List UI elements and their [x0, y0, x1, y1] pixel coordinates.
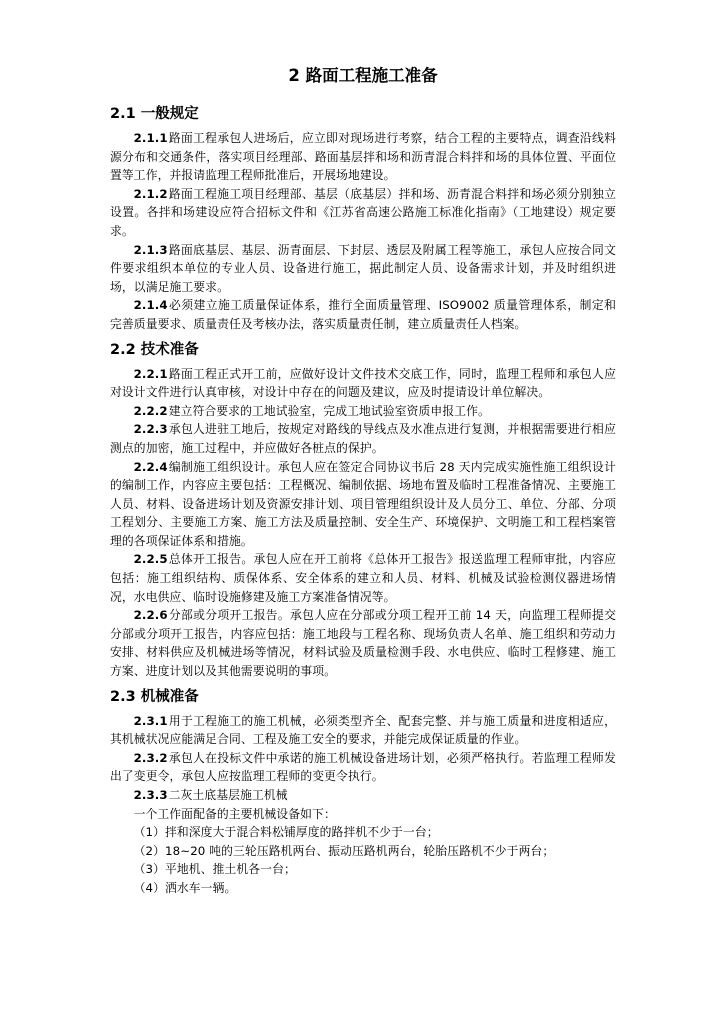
equipment-list-item: （2）18~20 吨的三轮压路机两台、振动压路机两台，轮胎压路机不少于两台； [133, 843, 555, 858]
paragraph-2-3-1: 2.3.1用于工程施工的施工机械，必须类型齐全、配套完整、并与施工质量和进度相适应，其机械状况应能满足合同、工程及施工安全的要求，并能完成保证质量的作业。 [110, 713, 616, 747]
paragraph-2-1-4: 2.1.4必须建立施工质量保证体系，推行全面质量管理、ISO9002 质量管理体系，制定和完善质量要求、质量责任及考核办法，落实质量责任制，建立质量责任人档案。 [110, 298, 616, 331]
paragraph-2-3-3: 2.3.3二灰土底基层施工机械 [133, 788, 288, 802]
equipment-intro: 一个工作面配备的主要机械设备如下： [133, 806, 336, 821]
paragraph-2-2-5: 2.2.5总体开工报告。承包人应在开工前将《总体开工报告》报送监理工程师审批，内容应包括：施工组织结构、质保体系、安全体系的建立和人员、材料、机械及试验检测仪器进场情况，水电供应、临时设施修建及施工方案准备情况等。 [110, 552, 616, 604]
paragraph-2-2-4: 2.2.4编制施工组织设计。承包人应在签定合同协议书后 28 天内完成实施性施工组织设计的编制工作，内容应主要包括：工程概况、编制依据、场地布置及临时工程准备情况、主要施工人员、材料、设备进场计划及资源安排计划、项目管理组织设计及人员分工、单位、分部、分项工程划分、主要施工方案、施工方法及质量控制、安全生产、环境保护、文明施工和工程档案管理的各项保证体系和措施。 [110, 459, 616, 548]
equipment-list-item: （1）拌和深度大于混合料松铺厚度的路拌机不少于一台； [133, 825, 439, 840]
paragraph-2-2-1: 2.2.1路面工程正式开工前，应做好设计文件技术交底工作，同时，监理工程师和承包人应对设计文件进行认真审核，对设计中存在的问题及建议，应及时提请设计单位解决。 [110, 366, 616, 400]
section-heading-technical: 2.2 技术准备 [110, 341, 199, 358]
paragraph-2-1-2: 2.1.2路面工程施工项目经理部、基层（底基层）拌和场、沥青混合料拌和场必须分别独立设置。各拌和场建设应符合招标文件和《江苏省高速公路施工标准化指南》（工地建设）规定要求。 [110, 186, 616, 238]
paragraph-2-2-2: 2.2.2建立符合要求的工地试验室，完成工地试验室资质申报工作。 [133, 403, 490, 418]
paragraph-2-3-2: 2.3.2承包人在投标文件中承诺的施工机械设备进场计划，必须严格执行。若监理工程师发出了变更令，承包人应按监理工程师的变更令执行。 [110, 750, 616, 784]
paragraph-2-1-3: 2.1.3路面底基层、基层、沥青面层、下封层、透层及附属工程等施工，承包人应按合同文件要求组织本单位的专业人员、设备进行施工，据此制定人员、设备需求计划，并及时组织进场，以满足施工要求。 [110, 242, 616, 294]
paragraph-2-2-6: 2.2.6分部或分项开工报告。承包人应在分部或分项工程开工前 14 天，向监理工程师提交分部或分项开工报告，内容应包括：施工地段与工程名称、现场负责人名单、施工组织和劳动力安排、材料供应及机械进场等情况，材料试验及质量检测手段、水电供应、临时工程修建、施工方案、进度计划以及其他需要说明的事项。 [110, 608, 616, 679]
equipment-list-item: （3）平地机、推土机各一台； [133, 862, 296, 877]
equipment-list-item: （4）洒水车一辆。 [133, 880, 237, 895]
section-heading-general: 2.1 一般规定 [110, 106, 199, 122]
paragraph-2-1-1: 2.1.1路面工程承包人进场后，应立即对现场进行考察，结合工程的主要特点，调查沿线料源分布和交通条件，落实项目经理部、路面基层拌和场和沥青混合料拌和场的具体位置、平面位置等工作，并报请监理工程师批准后，开展场地建设。 [110, 131, 616, 183]
paragraph-2-2-3: 2.2.3承包人进驻工地后，按规定对路线的导线点及水准点进行复测，并根据需要进行相应测点的加密，施工过程中，并应做好各桩点的保护。 [110, 422, 616, 455]
section-heading-machinery: 2.3 机械准备 [110, 688, 199, 705]
page-title: 2 路面工程施工准备 [288, 66, 438, 85]
